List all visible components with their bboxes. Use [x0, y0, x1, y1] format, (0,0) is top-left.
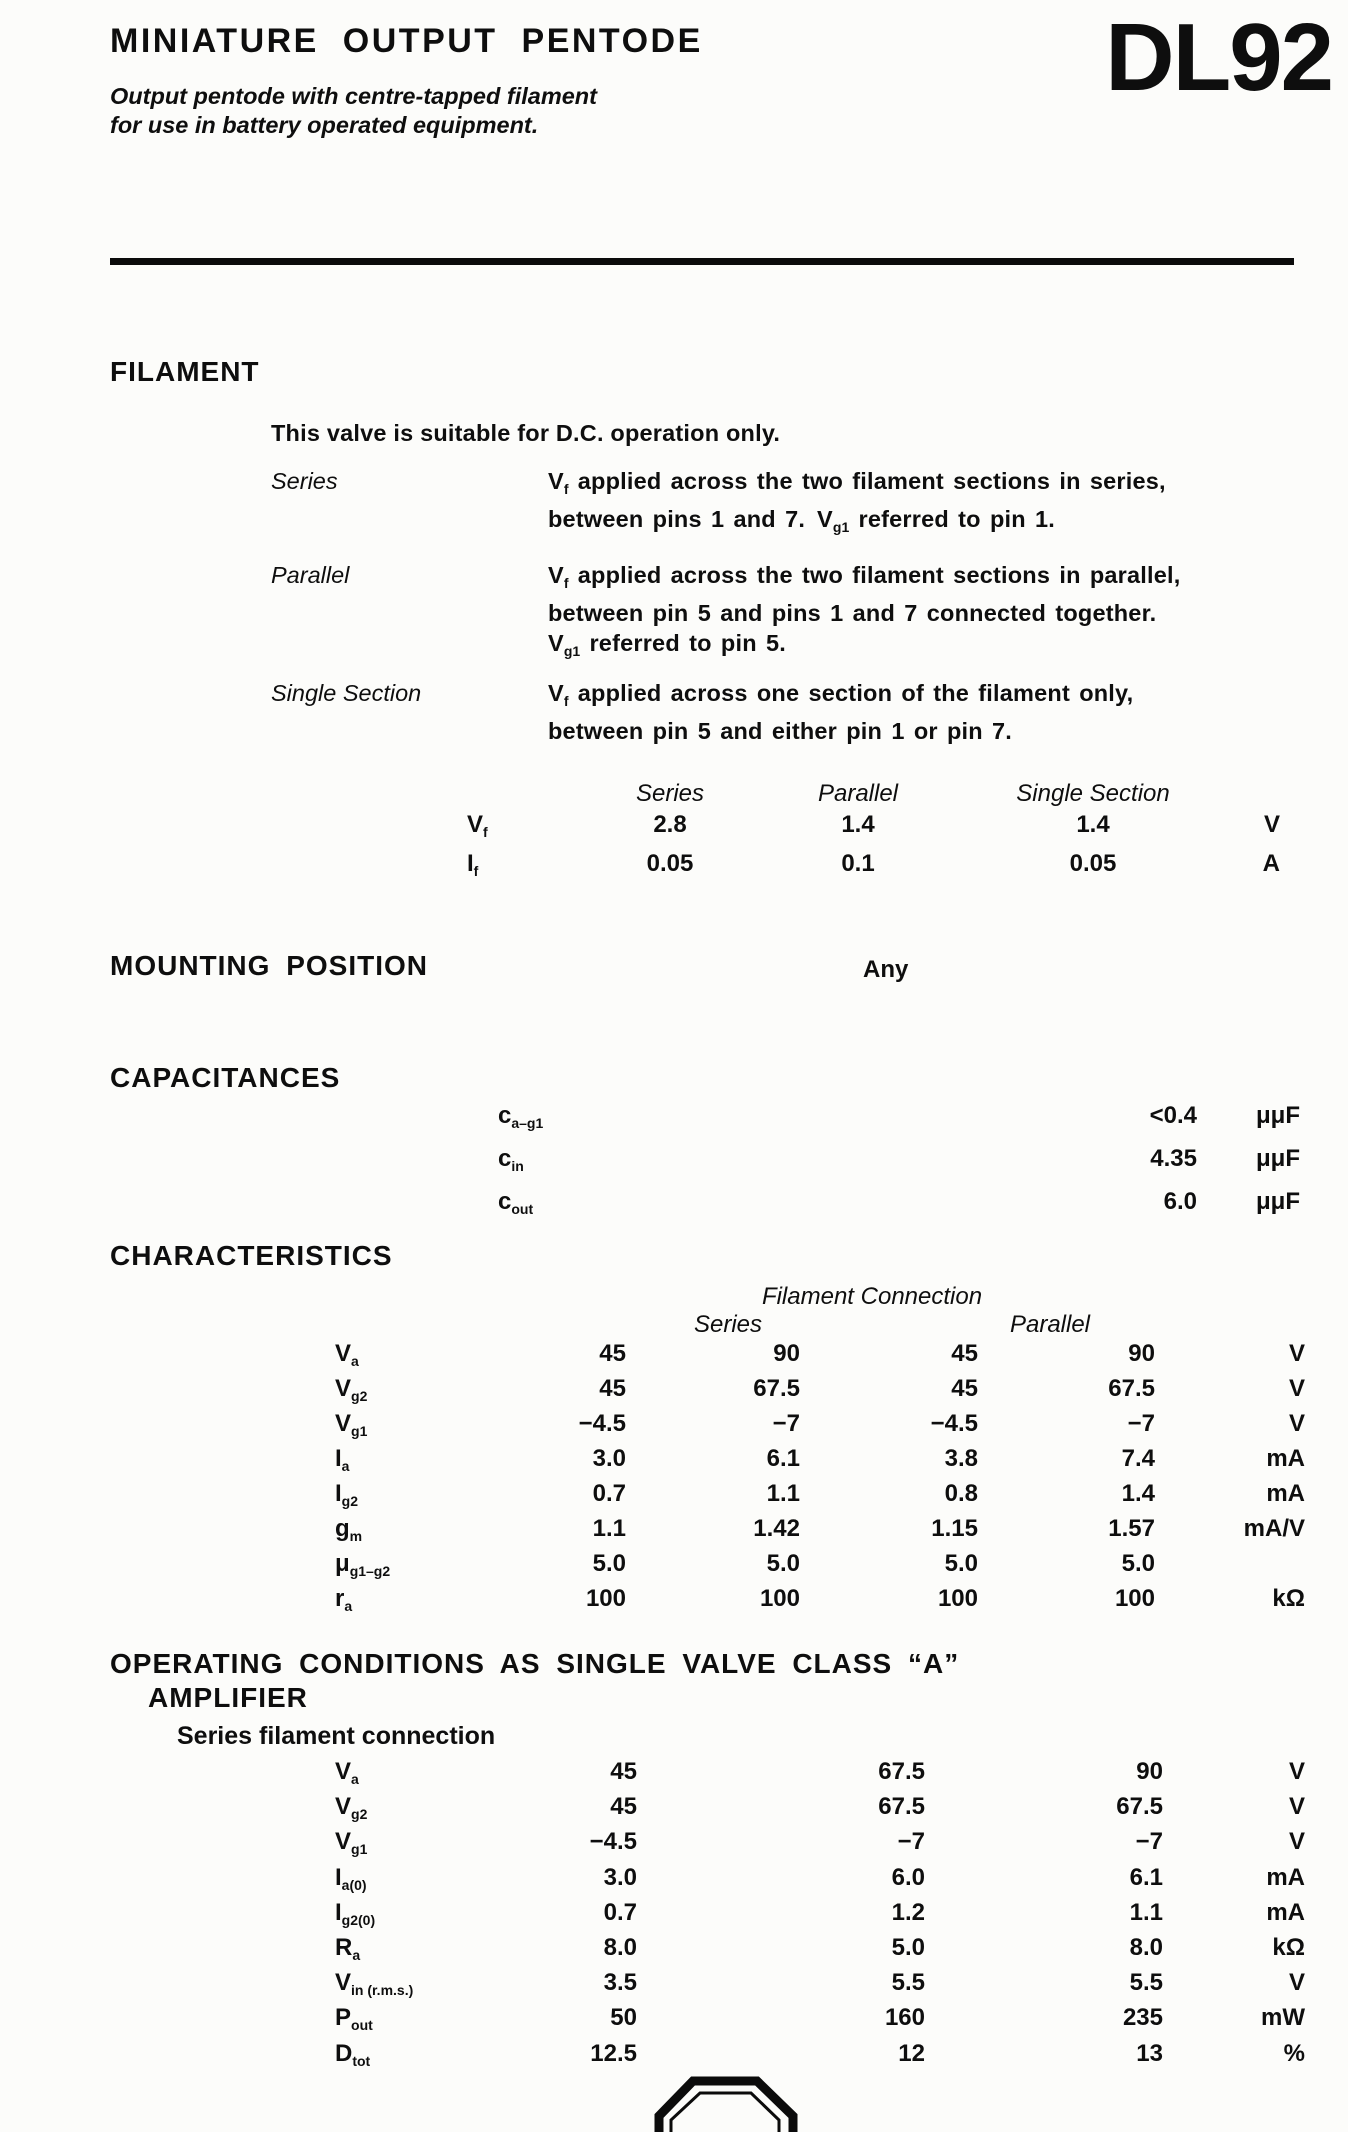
- symbol-subscript: in (r.m.s.): [351, 1982, 414, 1999]
- cell-value: 45: [951, 1375, 978, 1402]
- cell-value: 3.5: [603, 1969, 637, 1997]
- part-number: DL92: [1105, 4, 1332, 111]
- symbol: V: [467, 811, 484, 838]
- cell-value: 5.5: [1129, 1969, 1163, 1997]
- cell-value: 100: [1114, 1585, 1155, 1612]
- cell-value: 1.4: [1121, 1480, 1155, 1507]
- text: between pins 1 and 7.: [548, 506, 818, 532]
- row-label: [335, 1758, 485, 1793]
- cell-value: 1.4: [841, 811, 875, 838]
- symbol: μ: [335, 1550, 350, 1577]
- symbol: I: [467, 850, 474, 877]
- valve-base-diagram: [645, 2072, 810, 2132]
- symbol-subscript: a(0): [341, 1876, 367, 1893]
- text: referred to pin 5.: [580, 630, 786, 656]
- symbol: V: [335, 1793, 352, 1821]
- cell-unit: V: [1288, 1828, 1305, 1856]
- cell-unit: %: [1283, 2039, 1305, 2067]
- group-header-filament-connection: Filament Connection: [761, 1283, 983, 1310]
- section-heading-amplifier: AMPLIFIER: [148, 1682, 308, 1713]
- cell-value: 1.4: [1076, 811, 1110, 838]
- mode-label-parallel: Parallel: [271, 562, 350, 588]
- row-label: [335, 1828, 485, 1863]
- cell-value: <0.4: [1149, 1102, 1197, 1129]
- column-header-series: Series: [635, 780, 705, 807]
- row-label: [335, 1585, 475, 1620]
- cell-value: 45: [599, 1340, 626, 1367]
- symbol-subscript: a: [351, 1353, 359, 1369]
- subtitle-line: for use in battery operated equipment.: [110, 112, 539, 138]
- cell-value: 12.5: [590, 2039, 637, 2067]
- row-label: [335, 1864, 485, 1899]
- text: applied across the two filament sections in series,: [568, 468, 1166, 494]
- row-label: [335, 1480, 475, 1515]
- cell-value: 1.42: [753, 1515, 800, 1542]
- row-label: [335, 1899, 485, 1934]
- cell-unit: mA: [1266, 1445, 1305, 1472]
- symbol-subscript: a: [351, 1771, 359, 1787]
- cell-value: −4.5: [930, 1410, 978, 1437]
- column-header-single-section: Single Section: [1016, 780, 1170, 807]
- column-header-parallel: Parallel: [817, 780, 899, 807]
- symbol: V: [817, 506, 833, 532]
- symbol: c: [498, 1102, 512, 1129]
- cell-value: 0.7: [603, 1898, 637, 1926]
- cell-value: 6.1: [1129, 1863, 1163, 1891]
- cell-value: 0.8: [944, 1480, 978, 1507]
- cell-value: 67.5: [753, 1375, 800, 1402]
- cell-value: 5.5: [891, 1969, 925, 1997]
- row-label: [335, 2040, 485, 2075]
- text: applied across the two filament sections in parallel,: [568, 562, 1181, 588]
- divider-rule: [110, 258, 1294, 265]
- subcolumn-header-parallel: Parallel: [1009, 1311, 1091, 1338]
- symbol-subscript: f: [563, 481, 569, 497]
- subcolumn-header-series: Series: [693, 1311, 763, 1338]
- cell-unit: mA: [1266, 1898, 1305, 1926]
- symbol-subscript: tot: [352, 2052, 371, 2069]
- row-label: [335, 1793, 485, 1828]
- cell-value: 3.0: [603, 1863, 637, 1891]
- symbol-subscript: g1: [351, 1423, 368, 1439]
- symbol-subscript: g1: [832, 519, 850, 535]
- symbol: V: [548, 630, 564, 656]
- cell-unit: μμF: [1255, 1102, 1300, 1129]
- cell-value: 3.0: [592, 1445, 626, 1472]
- cell-value: 12: [898, 2039, 925, 2067]
- symbol-subscript: f: [473, 863, 479, 879]
- cell-unit: [1155, 1550, 1305, 1585]
- cell-value: −7: [897, 1828, 925, 1856]
- symbol-subscript: g2(0): [341, 1911, 376, 1928]
- symbol-subscript: f: [563, 693, 569, 709]
- mode-text-series: [548, 466, 1166, 542]
- cell-value: −4.5: [589, 1828, 637, 1856]
- spacer: [467, 778, 567, 809]
- row-label: [335, 2004, 485, 2039]
- cell-value: 6.1: [766, 1445, 800, 1472]
- dc-operation-note: This valve is suitable for D.C. operation only.: [271, 420, 781, 446]
- cell-value: 5.0: [592, 1550, 626, 1577]
- cell-value: 67.5: [1116, 1793, 1163, 1821]
- text: applied across one section of the filament only,: [568, 680, 1134, 706]
- text: between pin 5 and either pin 1 or pin 7.: [548, 718, 1013, 744]
- cell-value: 0.1: [841, 850, 875, 877]
- mode-text-parallel: [548, 560, 1180, 666]
- symbol: I: [335, 1480, 342, 1507]
- row-label: [335, 1550, 475, 1585]
- cell-value: 100: [937, 1585, 978, 1612]
- page-subtitle: [110, 82, 597, 140]
- cell-value: 67.5: [878, 1758, 925, 1785]
- symbol: V: [548, 468, 564, 494]
- symbol-subscript: in: [511, 1158, 524, 1174]
- symbol-subscript: a–g1: [511, 1115, 544, 1131]
- cell-unit: V: [1288, 1410, 1305, 1437]
- cell-value: 1.1: [766, 1480, 800, 1507]
- row-label: [467, 809, 567, 848]
- cell-value: 4.35: [1150, 1145, 1197, 1172]
- cell-value: 45: [599, 1375, 626, 1402]
- cell-value: 45: [951, 1340, 978, 1367]
- row-label: [498, 1184, 898, 1227]
- symbol-subscript: g1–g2: [349, 1563, 391, 1579]
- cell-value: 5.0: [766, 1550, 800, 1577]
- spacer: [1243, 778, 1280, 809]
- cell-unit: A: [1262, 850, 1280, 877]
- row-label: [335, 1375, 475, 1410]
- row-label: [498, 1098, 898, 1141]
- cell-value: 5.0: [944, 1550, 978, 1577]
- symbol-subscript: g2: [351, 1388, 368, 1404]
- text: between pin 5 and pins 1 and 7 connected together.: [548, 600, 1157, 626]
- cell-unit: mA: [1266, 1480, 1305, 1507]
- cell-unit: μμF: [1255, 1188, 1300, 1215]
- symbol-subscript: g2: [351, 1806, 368, 1823]
- symbol-subscript: out: [511, 1201, 534, 1217]
- cell-value: 90: [1136, 1758, 1163, 1785]
- row-label: [335, 1515, 475, 1550]
- cell-value: 6.0: [1163, 1188, 1197, 1215]
- cell-unit: mA: [1266, 1863, 1305, 1891]
- symbol: I: [335, 1863, 342, 1891]
- section-heading-filament: FILAMENT: [110, 356, 260, 387]
- section-heading-mounting-position: MOUNTING POSITION: [110, 950, 428, 981]
- symbol: c: [498, 1188, 512, 1215]
- symbol: I: [335, 1445, 342, 1472]
- cell-value: 100: [759, 1585, 800, 1612]
- symbol: V: [335, 1969, 352, 1997]
- subtitle-line: Output pentode with centre-tapped filament: [110, 83, 597, 109]
- cell-value: 5.0: [1121, 1550, 1155, 1577]
- cell-value: 50: [610, 2004, 637, 2032]
- capacitances-table: [498, 1098, 1300, 1227]
- cell-value: 1.2: [891, 1898, 925, 1926]
- filament-ratings-table: [467, 778, 1280, 887]
- section-heading-characteristics: CHARACTERISTICS: [110, 1240, 393, 1271]
- symbol: g: [335, 1515, 350, 1542]
- symbol: I: [335, 1898, 342, 1926]
- cell-value: 45: [610, 1793, 637, 1821]
- symbol: V: [548, 562, 564, 588]
- symbol-subscript: g2: [341, 1493, 359, 1509]
- cell-unit: V: [1288, 1969, 1305, 1997]
- symbol: V: [335, 1340, 352, 1367]
- symbol-subscript: a: [344, 1598, 353, 1614]
- cell-unit: mW: [1261, 2004, 1305, 2032]
- symbol-subscript: f: [483, 824, 488, 840]
- cell-value: 100: [585, 1585, 626, 1612]
- row-label: [335, 1445, 475, 1480]
- cell-unit: kΩ: [1272, 1585, 1305, 1612]
- mounting-position-value: Any: [863, 956, 909, 983]
- cell-value: 0.7: [592, 1480, 626, 1507]
- symbol-subscript: out: [351, 2017, 373, 2034]
- symbol-subscript: a: [352, 1947, 361, 1964]
- symbol: D: [335, 2039, 353, 2067]
- cell-value: 6.0: [891, 1863, 925, 1891]
- cell-value: 1.1: [592, 1515, 626, 1542]
- row-label: [467, 848, 567, 887]
- row-label: [335, 1410, 475, 1445]
- symbol-subscript: m: [349, 1528, 363, 1544]
- symbol-subscript: f: [563, 575, 569, 591]
- cell-value: 0.05: [646, 850, 694, 877]
- subheading-series-filament-connection: Series filament connection: [177, 1722, 496, 1750]
- section-heading-operating-conditions: OPERATING CONDITIONS AS SINGLE VALVE CLASS “A”: [110, 1648, 960, 1679]
- row-label: [498, 1141, 898, 1184]
- section-heading-capacitances: CAPACITANCES: [110, 1062, 341, 1093]
- cell-value: 90: [1128, 1340, 1155, 1367]
- cell-unit: μμF: [1255, 1145, 1300, 1172]
- symbol: c: [498, 1145, 512, 1172]
- row-label: [335, 1969, 485, 2004]
- cell-unit: V: [1288, 1340, 1305, 1367]
- symbol: V: [548, 680, 564, 706]
- cell-value: −4.5: [578, 1410, 626, 1437]
- cell-unit: V: [1263, 811, 1280, 838]
- valve-base-outline-icon: [645, 2072, 810, 2132]
- mode-label-series: Series: [271, 468, 338, 494]
- characteristics-table: [335, 1340, 1305, 1620]
- symbol: V: [335, 1828, 352, 1856]
- cell-value: 2.8: [653, 811, 687, 838]
- cell-unit: kΩ: [1272, 1934, 1305, 1962]
- text: referred to pin 1.: [849, 506, 1056, 532]
- symbol: V: [335, 1758, 352, 1785]
- cell-value: 1.15: [931, 1515, 978, 1542]
- cell-value: 8.0: [1129, 1934, 1163, 1962]
- cell-value: 8.0: [603, 1934, 637, 1962]
- symbol-subscript: a: [341, 1458, 350, 1474]
- cell-value: −7: [1127, 1410, 1155, 1437]
- symbol: P: [335, 2004, 352, 2032]
- symbol-subscript: g1: [351, 1841, 368, 1858]
- cell-value: 160: [884, 2004, 925, 2032]
- cell-value: 0.05: [1069, 850, 1117, 877]
- cell-value: 3.8: [944, 1445, 978, 1472]
- row-label: [335, 1340, 475, 1375]
- cell-value: 90: [773, 1340, 800, 1367]
- cell-unit: V: [1288, 1375, 1305, 1402]
- cell-value: 13: [1136, 2039, 1163, 2067]
- cell-value: 235: [1122, 2004, 1163, 2032]
- symbol: V: [335, 1410, 352, 1437]
- cell-unit: V: [1288, 1758, 1305, 1785]
- cell-value: −7: [772, 1410, 800, 1437]
- cell-value: 67.5: [1108, 1375, 1155, 1402]
- cell-value: 5.0: [891, 1934, 925, 1962]
- mode-text-single-section: [548, 678, 1133, 746]
- operating-conditions-table: [335, 1758, 1305, 2075]
- cell-value: 45: [610, 1758, 637, 1785]
- symbol-subscript: g1: [563, 643, 581, 659]
- cell-value: 1.57: [1108, 1515, 1155, 1542]
- cell-value: 7.4: [1121, 1445, 1155, 1472]
- symbol: R: [335, 1934, 353, 1962]
- cell-value: 1.1: [1129, 1898, 1163, 1926]
- cell-unit: V: [1288, 1793, 1305, 1821]
- cell-value: 67.5: [878, 1793, 925, 1821]
- row-label: [335, 1934, 485, 1969]
- page-title: MINIATURE OUTPUT PENTODE: [110, 22, 703, 60]
- mode-label-single-section: Single Section: [271, 680, 422, 706]
- symbol: V: [335, 1375, 352, 1402]
- symbol: r: [335, 1585, 345, 1612]
- cell-unit: mA/V: [1243, 1515, 1305, 1542]
- cell-value: −7: [1135, 1828, 1163, 1856]
